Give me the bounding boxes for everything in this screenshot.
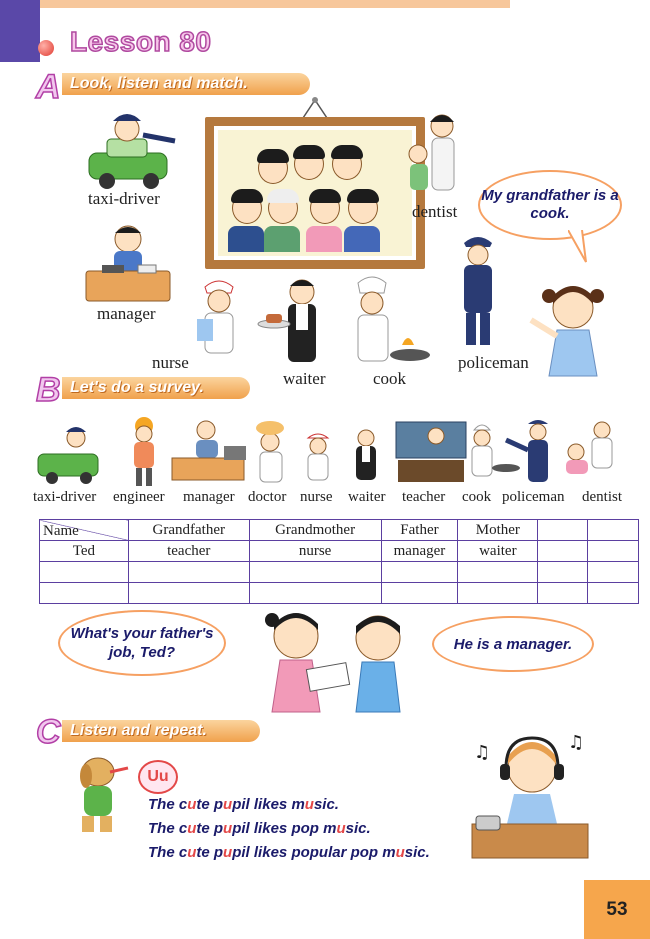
table-cell[interactable] [249, 562, 381, 583]
repeat-line-1: The cute pupil likes music. [148, 796, 339, 813]
job-label-engineer: engineer [113, 489, 165, 505]
label-taxi-driver: taxi-driver [88, 189, 160, 208]
table-cell[interactable] [381, 583, 458, 604]
table-row [40, 562, 639, 583]
table-cell: waiter [458, 541, 538, 562]
table-cell[interactable] [538, 583, 588, 604]
speech-bubble-question: What's your father's job, Ted? [58, 610, 226, 676]
nurse-picture [193, 277, 247, 359]
table-header-cell: Name [40, 520, 129, 541]
svg-text:♫: ♫ [568, 732, 585, 753]
speech-bubble-answer: He is a manager. [432, 616, 594, 672]
label-nurse: nurse [152, 353, 189, 372]
table-row [40, 541, 639, 562]
table-cell[interactable] [458, 583, 538, 604]
table-cell[interactable] [40, 562, 129, 583]
dentist-picture [400, 108, 466, 198]
table-cell: manager [381, 541, 458, 562]
job-label-doctor: doctor [248, 489, 287, 505]
section-a-title: Look, listen and match. [62, 73, 310, 95]
label-cook: cook [373, 369, 407, 388]
repeat-line-3: The cute pupil likes popular pop music. [148, 844, 430, 861]
job-label-policeman: policeman [502, 489, 565, 505]
table-cell[interactable] [381, 562, 458, 583]
page-number: 53 [584, 880, 650, 939]
section-c-letter: C [36, 713, 61, 751]
table-row [40, 583, 639, 604]
bubble-tail [568, 230, 588, 264]
table-cell[interactable] [128, 562, 249, 583]
job-label-waiter: waiter [348, 489, 386, 505]
job-label-dentist: dentist [582, 489, 622, 505]
waiter-picture [256, 272, 328, 368]
table-cell: nurse [249, 541, 381, 562]
section-b-letter: B [36, 371, 61, 409]
table-header-cell: Mother [458, 520, 538, 541]
table-cell: teacher [128, 541, 249, 562]
table-header-cell: Grandfather [128, 520, 249, 541]
girl-listening-picture [470, 728, 590, 860]
table-cell[interactable] [458, 562, 538, 583]
label-policeman: policeman [458, 353, 529, 372]
table-header-cell: Grandmother [249, 520, 381, 541]
family-photo-frame [205, 117, 425, 269]
table-header-cell: Father [381, 520, 458, 541]
policeman-picture [456, 233, 500, 349]
label-manager: manager [97, 304, 156, 323]
manager-picture [82, 213, 174, 305]
top-bar [40, 0, 510, 8]
table-header-cell[interactable] [588, 520, 639, 541]
speech-bubble-grandfather: My grandfather is a cook. [478, 170, 622, 240]
table-cell[interactable] [538, 562, 588, 583]
table-cell[interactable] [588, 562, 639, 583]
letter-badge-uu: Uu [138, 760, 178, 794]
table-cell[interactable] [588, 583, 639, 604]
job-label-teacher: teacher [402, 489, 446, 505]
label-waiter: waiter [283, 369, 326, 388]
label-dentist: dentist [412, 202, 458, 221]
section-c-title: Listen and repeat. [62, 720, 260, 742]
svg-text:♫: ♫ [474, 742, 491, 763]
survey-table [39, 519, 639, 604]
section-b-title: Let's do a survey. [62, 377, 250, 399]
table-cell: Ted [40, 541, 129, 562]
job-pictures-row [36, 416, 636, 488]
girl-pointing-picture [527, 276, 609, 380]
table-cell[interactable] [128, 583, 249, 604]
lesson-title: Lesson 80 [70, 26, 212, 57]
table-cell[interactable] [538, 541, 588, 562]
table-cell[interactable] [588, 541, 639, 562]
job-label-cook: cook [462, 489, 492, 505]
children-talking-picture [250, 606, 422, 716]
section-a-letter: A [36, 68, 61, 106]
job-label-manager: manager [183, 489, 235, 505]
job-label-nurse: nurse [300, 489, 333, 505]
job-label-taxi-driver: taxi-driver [33, 489, 97, 505]
corner-decoration [0, 0, 40, 62]
repeat-line-2: The cute pupil likes pop music. [148, 820, 371, 837]
table-cell[interactable] [249, 583, 381, 604]
bullet-dot-icon [38, 40, 54, 56]
table-header-cell[interactable] [538, 520, 588, 541]
taxi-driver-picture [85, 105, 185, 190]
cook-picture [352, 275, 436, 369]
table-cell[interactable] [40, 583, 129, 604]
table-header-row [40, 520, 639, 541]
dog-picture [62, 750, 144, 836]
